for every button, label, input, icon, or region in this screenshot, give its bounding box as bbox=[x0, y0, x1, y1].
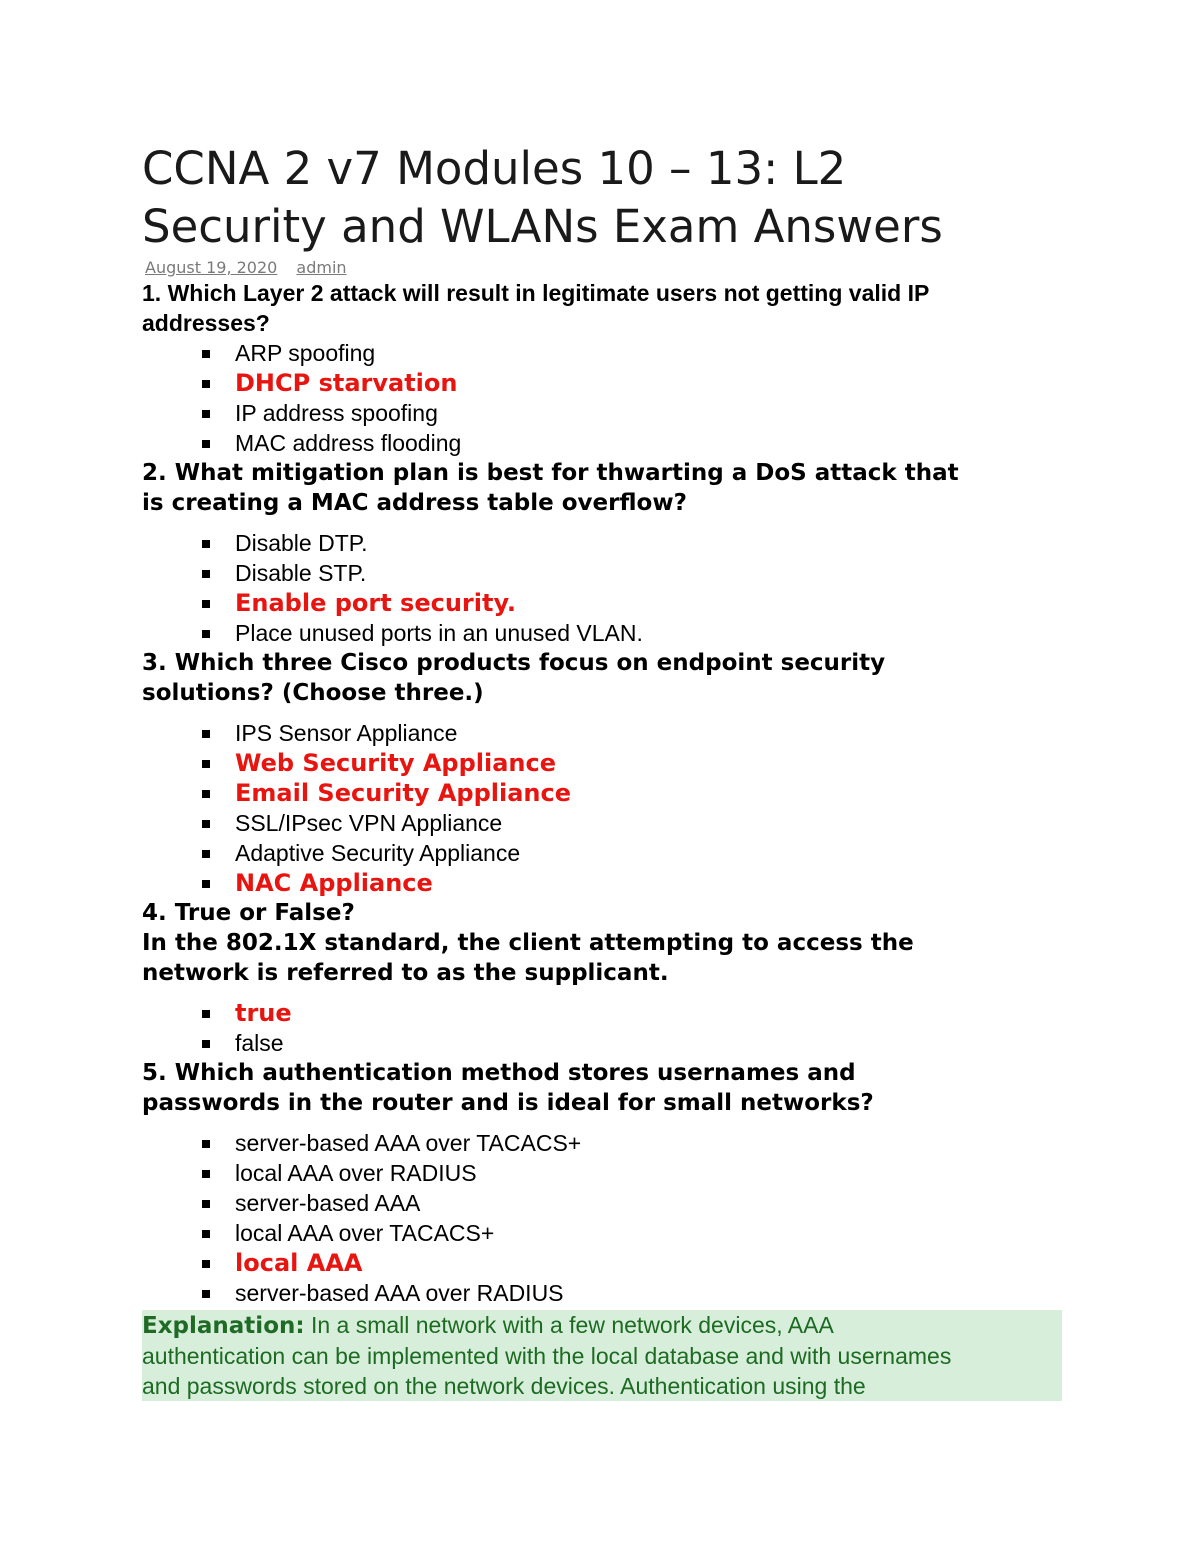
post-meta bbox=[142, 258, 1062, 278]
answer-list bbox=[142, 528, 1062, 648]
bullet-icon bbox=[202, 410, 210, 418]
answer-option-correct: DHCP starvation bbox=[202, 368, 1062, 398]
bullet-icon bbox=[202, 1010, 210, 1018]
answer-option: MAC address flooding bbox=[202, 428, 1062, 458]
answer-option: IP address spoofing bbox=[202, 398, 1062, 428]
answer-option: Adaptive Security Appliance bbox=[202, 838, 1062, 868]
question-text: 4. True or False? In the 802.1X standard, the client attempting to access the network is referred to as the supplicant. bbox=[142, 900, 914, 986]
page-title bbox=[142, 140, 1062, 256]
question-text: 2. What mitigation plan is best for thwarting a DoS attack that is creating a MAC address table overflow? bbox=[142, 460, 959, 516]
bullet-icon bbox=[202, 630, 210, 638]
question-2 bbox=[142, 458, 1062, 648]
answer-option-correct: Enable port security. bbox=[202, 588, 1062, 618]
bullet-icon bbox=[202, 540, 210, 548]
bullet-icon bbox=[202, 820, 210, 828]
question-3 bbox=[142, 648, 1062, 898]
answer-option-correct: NAC Appliance bbox=[202, 868, 1062, 898]
bullet-icon bbox=[202, 350, 210, 358]
answer-list bbox=[142, 998, 1062, 1058]
question-text: 5. Which authentication method stores usernames and passwords in the router and is ideal for small networks? bbox=[142, 1060, 874, 1116]
answer-option: local AAA over TACACS+ bbox=[202, 1218, 1062, 1248]
answer-option: Place unused ports in an unused VLAN. bbox=[202, 618, 1062, 648]
answer-option: server-based AAA over RADIUS bbox=[202, 1278, 1062, 1308]
title-line-1: CCNA 2 v7 Modules 10 – 13: L2 bbox=[142, 142, 847, 195]
document-page bbox=[142, 140, 1062, 1401]
bullet-icon bbox=[202, 600, 210, 608]
question-text: 3. Which three Cisco products focus on endpoint security solutions? (Choose three.) bbox=[142, 650, 886, 706]
post-author-link[interactable]: admin bbox=[296, 258, 347, 277]
bullet-icon bbox=[202, 1290, 210, 1298]
title-line-2: Security and WLANs Exam Answers bbox=[142, 200, 943, 253]
bullet-icon bbox=[202, 1170, 210, 1178]
answer-option-correct: true bbox=[202, 998, 1062, 1028]
explanation-label: Explanation: bbox=[142, 1313, 305, 1339]
bullet-icon bbox=[202, 440, 210, 448]
bullet-icon bbox=[202, 570, 210, 578]
question-1 bbox=[142, 278, 1062, 458]
answer-option: server-based AAA over TACACS+ bbox=[202, 1128, 1062, 1158]
answer-option-correct: local AAA bbox=[202, 1248, 1062, 1278]
answer-option: server-based AAA bbox=[202, 1188, 1062, 1218]
answer-list bbox=[142, 338, 1062, 458]
post-date-link[interactable]: August 19, 2020 bbox=[145, 258, 278, 277]
explanation-text-3: and passwords stored on the network devices. Authentication using the bbox=[142, 1373, 866, 1399]
bullet-icon bbox=[202, 380, 210, 388]
bullet-icon bbox=[202, 1040, 210, 1048]
bullet-icon bbox=[202, 1140, 210, 1148]
answer-option: false bbox=[202, 1028, 1062, 1058]
answer-option: IPS Sensor Appliance bbox=[202, 718, 1062, 748]
explanation-text-2: authentication can be implemented with the local database and with usernames bbox=[142, 1343, 952, 1369]
explanation-box bbox=[142, 1310, 1062, 1401]
answer-option-correct: Email Security Appliance bbox=[202, 778, 1062, 808]
question-text: 1. Which Layer 2 attack will result in legitimate users not getting valid IP addresses? bbox=[142, 280, 929, 336]
bullet-icon bbox=[202, 850, 210, 858]
question-4 bbox=[142, 898, 1062, 1058]
explanation-text-1: In a small network with a few network devices, AAA bbox=[304, 1312, 834, 1338]
answer-option: local AAA over RADIUS bbox=[202, 1158, 1062, 1188]
bullet-icon bbox=[202, 1230, 210, 1238]
answer-list bbox=[142, 718, 1062, 898]
answer-option: SSL/IPsec VPN Appliance bbox=[202, 808, 1062, 838]
bullet-icon bbox=[202, 730, 210, 738]
bullet-icon bbox=[202, 790, 210, 798]
bullet-icon bbox=[202, 1200, 210, 1208]
answer-list bbox=[142, 1128, 1062, 1308]
answer-option: ARP spoofing bbox=[202, 338, 1062, 368]
bullet-icon bbox=[202, 760, 210, 768]
bullet-icon bbox=[202, 1260, 210, 1268]
answer-option-correct: Web Security Appliance bbox=[202, 748, 1062, 778]
bullet-icon bbox=[202, 880, 210, 888]
question-5 bbox=[142, 1058, 1062, 1308]
answer-option: Disable DTP. bbox=[202, 528, 1062, 558]
answer-option: Disable STP. bbox=[202, 558, 1062, 588]
